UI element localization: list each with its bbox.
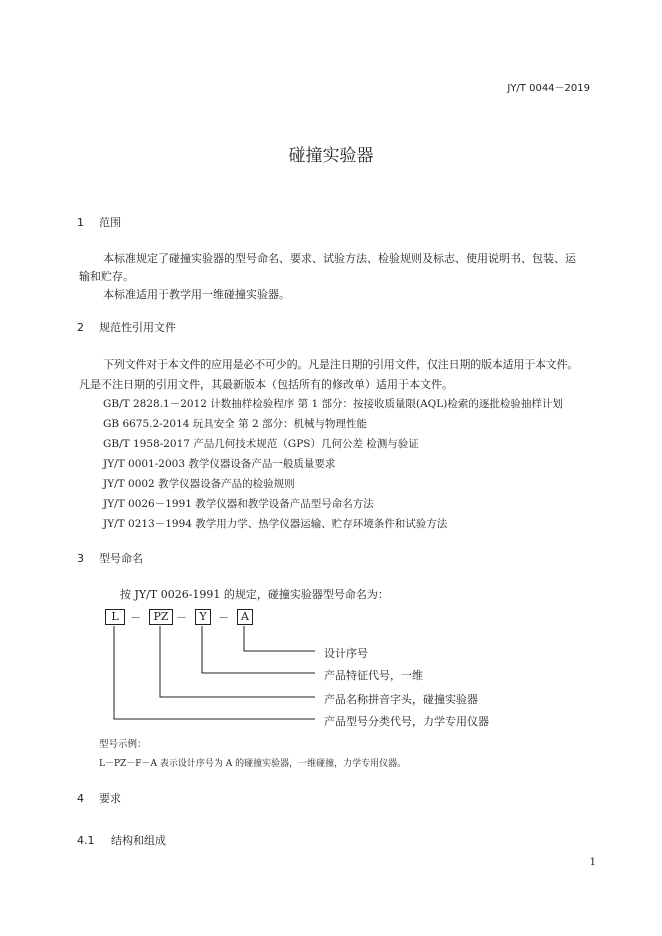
document-title: 碰撞实验器 <box>288 146 374 166</box>
reference-item: GB/T 2828.1－2012 计数抽样检验程序 第 1 部分：按接收质量限(AQL)检索的逐批检验抽样计划 <box>103 398 563 410</box>
connector-feature-code <box>202 626 315 673</box>
reference-item: JY/T 0213－1994 教学用力学、热学仪器运输、贮存环境条件和试验方法 <box>103 518 448 530</box>
naming-intro: 按 JY/T 0026-1991 的规定，碰撞实验器型号命名为： <box>120 588 389 601</box>
section-number: 3 <box>77 552 84 565</box>
model-code-box-a: A <box>237 609 253 625</box>
example-title: 型号示例： <box>99 739 147 750</box>
section-title: 要求 <box>99 792 121 805</box>
section-title: 规范性引用文件 <box>99 321 176 334</box>
standard-number: JY/T 0044－2019 <box>507 83 590 94</box>
section-number: 2 <box>77 321 84 334</box>
reference-item: GB/T 1958-2017 产品几何技术规范（GPS）几何公差 检测与验证 <box>103 438 419 450</box>
section-number: 4 <box>77 792 84 805</box>
section-title: 型号命名 <box>99 552 143 565</box>
section-1-para-1-line-1: 本标准规定了碰撞实验器的型号命名、要求、试验方法、检验规则及标志、使用说明书、包装、运 <box>103 252 576 265</box>
connector-design-serial <box>244 626 315 651</box>
section-1-para-1-line-2: 输和贮存。 <box>79 270 134 283</box>
section-4-heading <box>77 790 121 806</box>
section-title: 结构和组成 <box>111 834 166 847</box>
section-number: 1 <box>77 216 84 229</box>
label-design-serial: 设计序号 <box>324 647 368 660</box>
section-number: 4.1 <box>77 834 95 847</box>
model-code-separator: － <box>176 611 187 624</box>
model-code-separator: － <box>130 611 141 624</box>
label-category-code: 产品型号分类代号，力学专用仪器 <box>324 715 489 728</box>
section-title: 范围 <box>99 216 121 229</box>
example-text: L－PZ－F－A 表示设计序号为 A 的碰撞实验器，一维碰撞，力学专用仪器。 <box>99 759 407 769</box>
model-code-box-l: L <box>105 609 125 625</box>
section-2-para-line-2: 凡是不注日期的引用文件，其最新版本（包括所有的修改单）适用于本文件。 <box>79 378 453 391</box>
label-name-initials: 产品名称拼音字头，碰撞实验器 <box>324 693 478 706</box>
section-2-para-line-1: 下列文件对于本文件的应用是必不可少的。凡是注日期的引用文件，仅注日期的版本适用于本文件。 <box>103 358 579 371</box>
connector-name-initials <box>160 626 315 697</box>
model-code-separator: － <box>218 611 229 624</box>
reference-item: GB 6675.2-2014 玩具安全 第 2 部分：机械与物理性能 <box>103 418 367 430</box>
reference-item: JY/T 0026－1991 教学仪器和教学设备产品型号命名方法 <box>103 498 374 510</box>
section-1-para-2: 本标准适用于教学用一维碰撞实验器。 <box>103 288 290 301</box>
label-feature-code: 产品特征代号，一维 <box>324 669 423 682</box>
model-code-box-pz: PZ <box>149 609 173 625</box>
model-code-box-y: Y <box>195 609 211 625</box>
reference-item: JY/T 0002 教学仪器设备产品的检验规则 <box>103 478 295 490</box>
page-number: 1 <box>589 857 596 868</box>
section-4-1-heading <box>77 832 166 848</box>
reference-item: JY/T 0001-2003 教学仪器设备产品一般质量要求 <box>103 458 336 470</box>
